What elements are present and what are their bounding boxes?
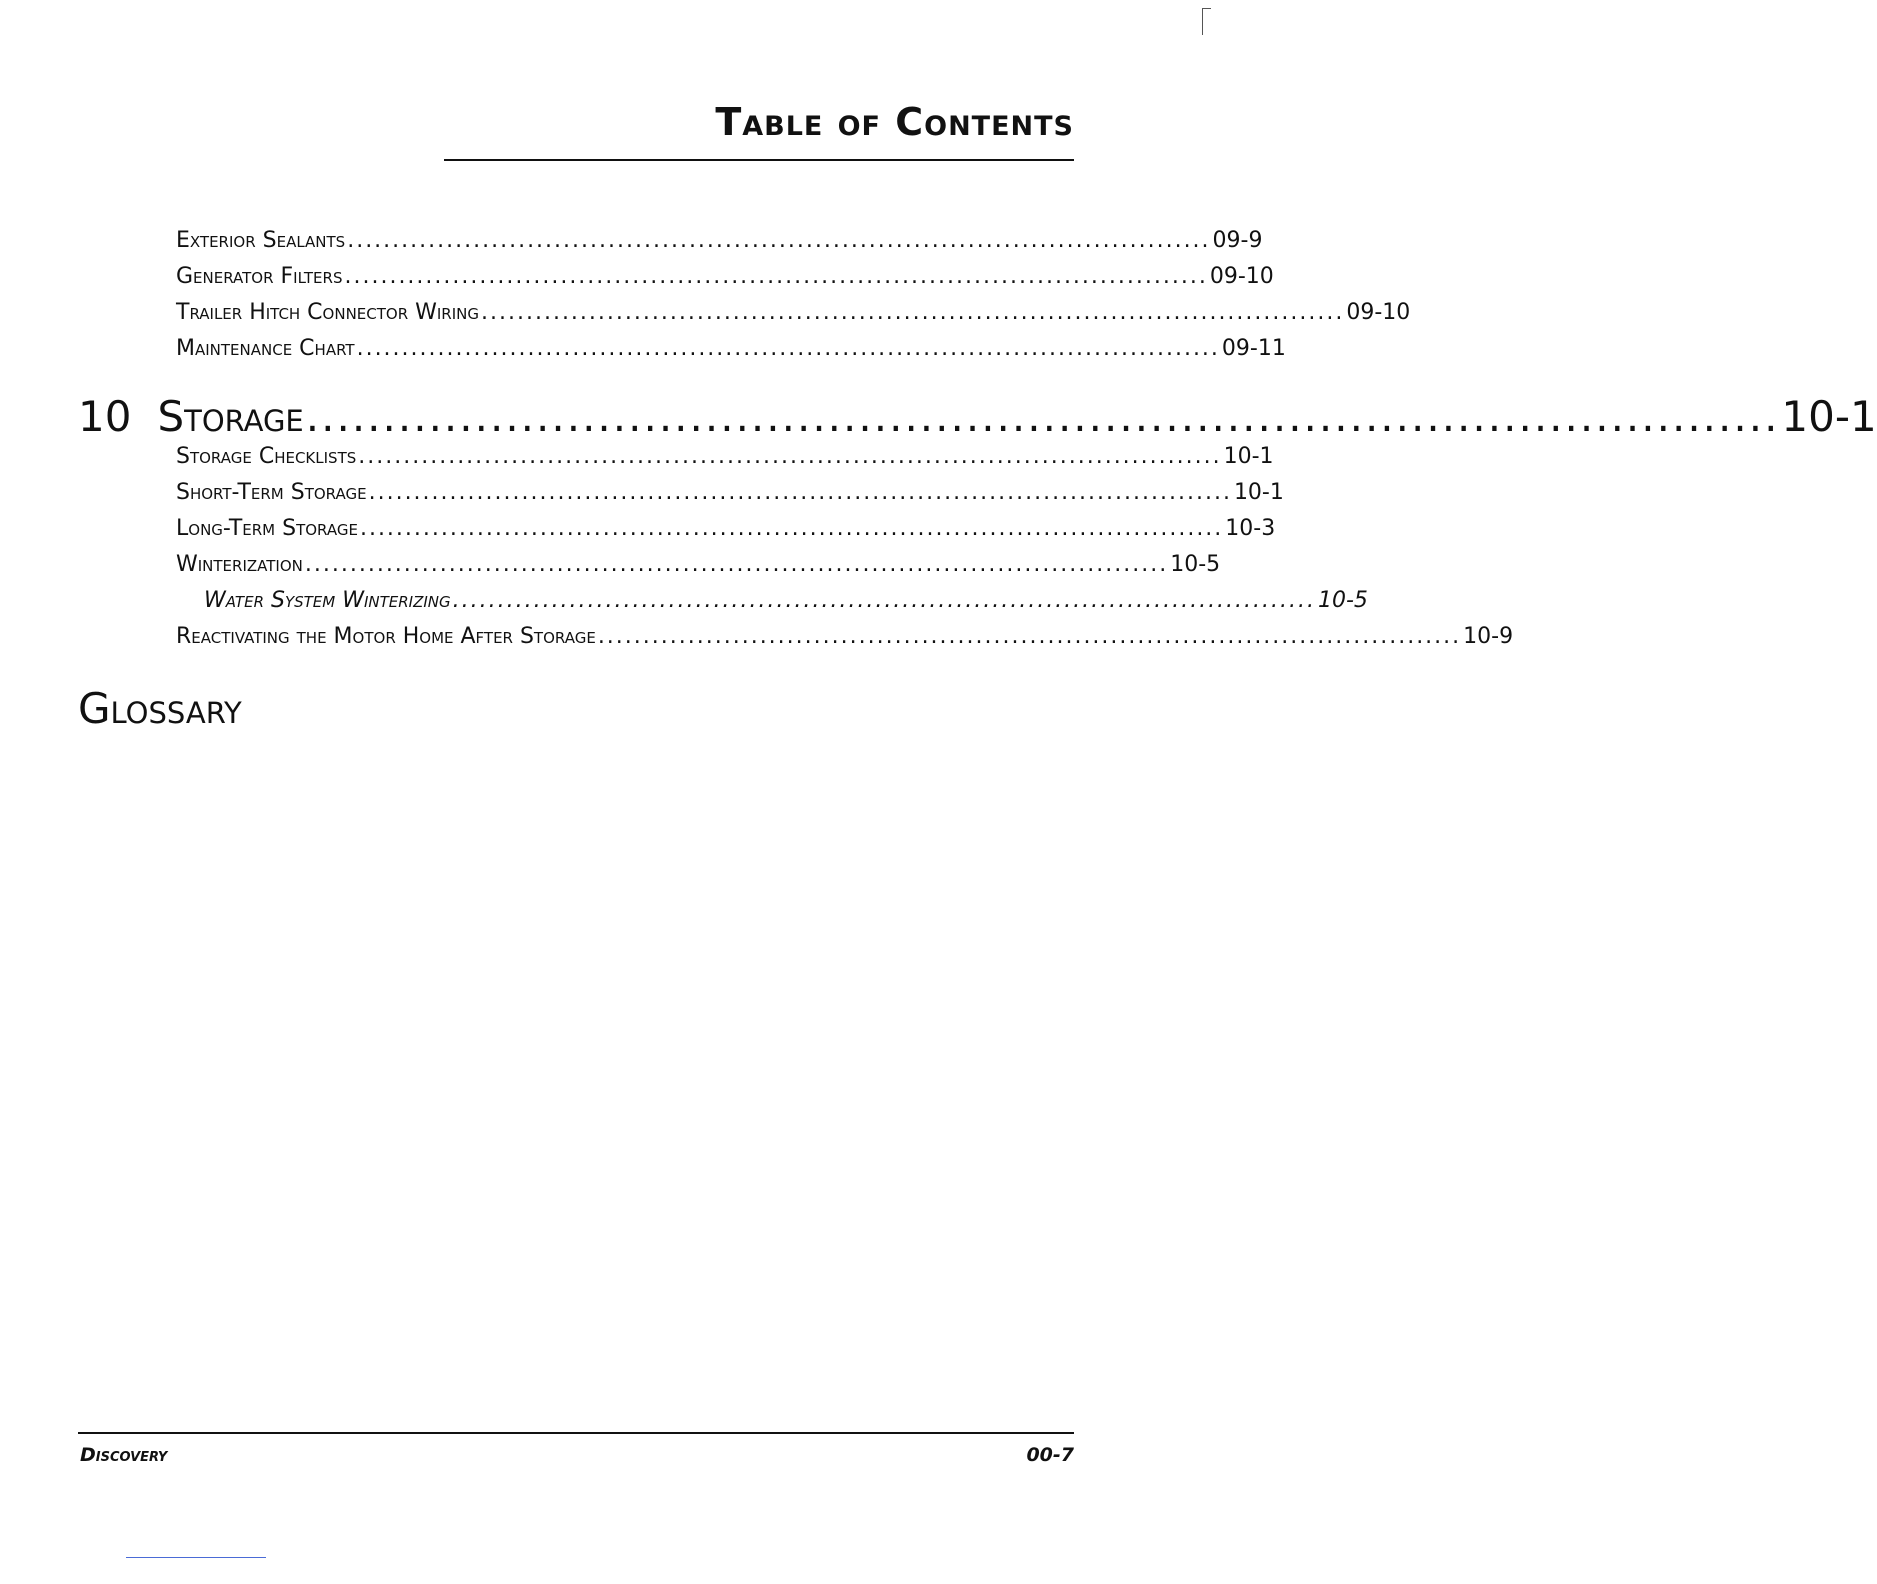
footer-manual-name: Discovery: [80, 1444, 168, 1466]
toc-leader-dots: ................................................................................................: [358, 444, 1222, 469]
footer-page-number: 00-7: [1026, 1444, 1074, 1466]
toc-leader-dots: ................................................................................................: [304, 552, 1169, 577]
toc-leader-dots: ................................................................................................: [305, 392, 1780, 441]
toc-leader-dots: ................................................................................................: [481, 300, 1345, 325]
chapter-number: 10: [78, 392, 132, 441]
toc-entry-label: Reactivating the Motor Home After Storage: [176, 624, 596, 649]
toc-entry-generator-filters[interactable]: [176, 264, 1274, 294]
toc-entry-label: Storage Checklists: [176, 444, 357, 469]
toc-entry-trailer-hitch-wiring[interactable]: [176, 300, 1411, 330]
toc-entry-reactivating-motor-home[interactable]: [176, 624, 1514, 654]
toc-chapter-label: [78, 392, 304, 441]
footer-rule: [78, 1432, 1074, 1434]
toc-entry-winterization[interactable]: [176, 552, 1221, 582]
toc-entry-label: Generator Filters: [176, 264, 343, 289]
toc-entry-page: 10-3: [1225, 516, 1276, 541]
scan-artifact: [1202, 8, 1211, 35]
toc-entry-long-term-storage[interactable]: [176, 516, 1276, 546]
toc-entry-exterior-sealants[interactable]: [176, 228, 1263, 258]
toc-entry-label: Exterior Sealants: [176, 228, 346, 253]
toc-entry-label: Winterization: [176, 552, 303, 577]
toc-leader-dots: ................................................................................................: [452, 588, 1316, 613]
scan-artifact-line: [126, 1557, 266, 1558]
toc-entry-label: Short-Term Storage: [176, 480, 367, 505]
toc-entry-maintenance-chart[interactable]: [176, 336, 1286, 366]
chapter-title: Storage: [157, 392, 304, 441]
toc-chapter-storage[interactable]: [78, 392, 1877, 442]
toc-glossary[interactable]: Glossary: [78, 684, 242, 733]
header-rule: [444, 159, 1074, 161]
toc-leader-dots: ................................................................................................: [359, 516, 1224, 541]
toc-entry-water-system-winterizing[interactable]: [204, 588, 1368, 618]
toc-entry-label: Trailer Hitch Connector Wiring: [176, 300, 479, 325]
toc-leader-dots: ................................................................................................: [368, 480, 1232, 505]
toc-entry-page: 10-5: [1170, 552, 1221, 577]
toc-entry-page: 09-10: [1346, 300, 1411, 325]
toc-leader-dots: ................................................................................................: [597, 624, 1462, 649]
toc-entry-page: 10-9: [1463, 624, 1514, 649]
toc-entry-page: 10-1: [1223, 444, 1274, 469]
toc-entry-page: 09-10: [1209, 264, 1274, 289]
toc-entry-page: 09-9: [1212, 228, 1263, 253]
toc-entry-page: 10-5: [1317, 588, 1368, 613]
toc-leader-dots: ................................................................................................: [356, 336, 1220, 361]
toc-entry-label: Water System Winterizing: [204, 588, 451, 613]
toc-entry-label: Maintenance Chart: [176, 336, 355, 361]
toc-leader-dots: ................................................................................................: [347, 228, 1211, 253]
page-title: Table of Contents: [715, 100, 1074, 144]
toc-entry-page: 09-11: [1221, 336, 1286, 361]
toc-leader-dots: ................................................................................................: [344, 264, 1208, 289]
toc-chapter-page: 10-1: [1781, 392, 1877, 441]
toc-entry-page: 10-1: [1233, 480, 1284, 505]
toc-entry-label: Long-Term Storage: [176, 516, 358, 541]
toc-entry-storage-checklists[interactable]: [176, 444, 1274, 474]
toc-entry-short-term-storage[interactable]: [176, 480, 1284, 510]
